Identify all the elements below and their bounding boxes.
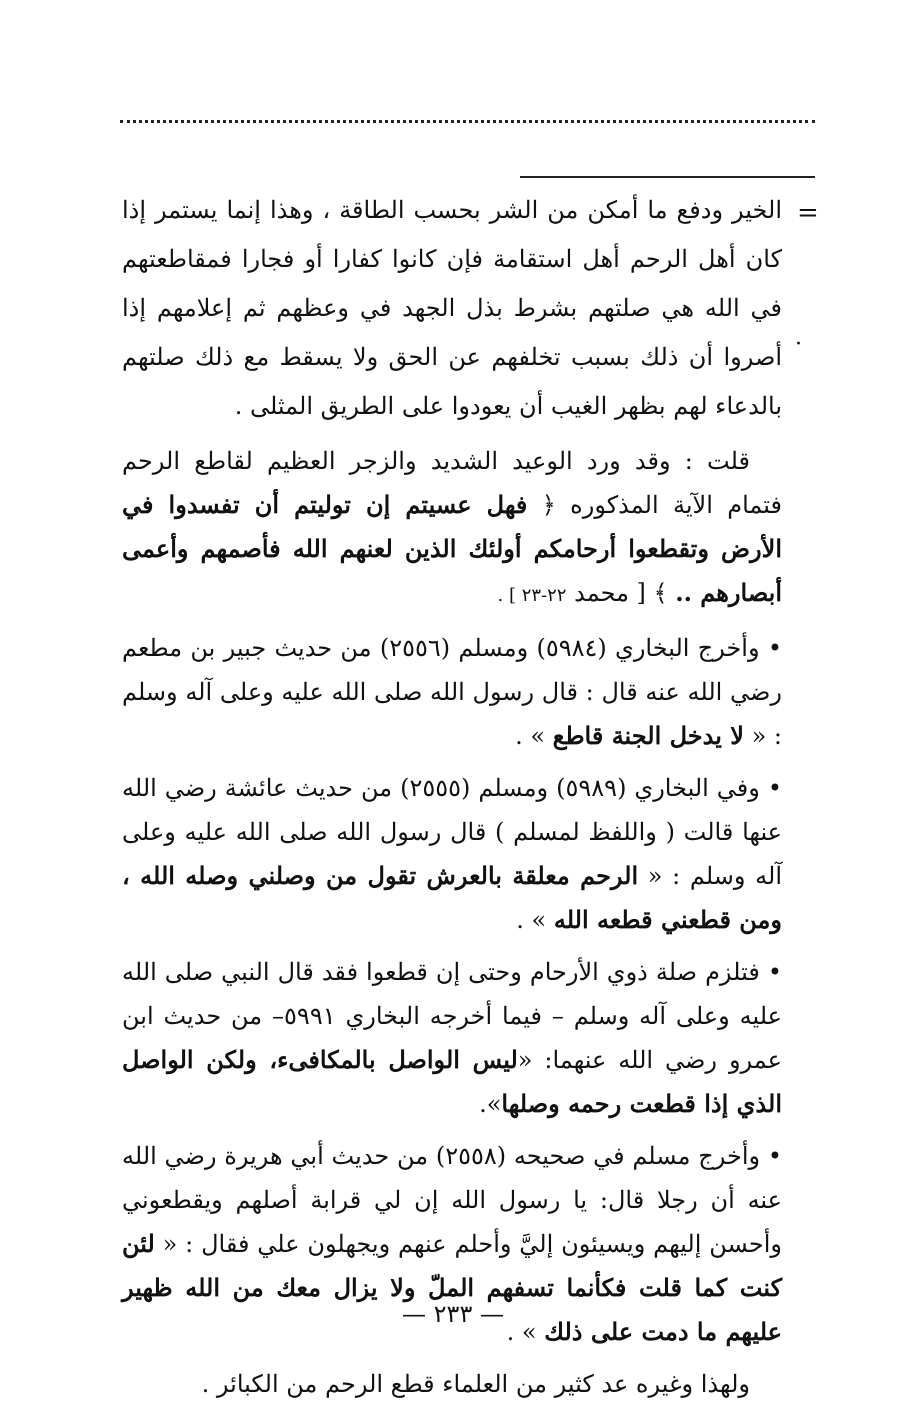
- hadith-intro: • وأخرج البخاري (٥٩٨٤) ومسلم (٢٥٥٦) من حديث جبير بن مطعم رضي الله عنه قال : قال رسول الله صلى الله عليه وعلى آله وسلم : «: [122, 634, 783, 750]
- paragraph-hadith-aisha: [122, 766, 782, 942]
- continuation-mark: =: [797, 198, 819, 228]
- quran-verse: فهل عسيتم إن توليتم أن تفسدوا في الأرض وتقطعوا أرحامكم أولئك الذين لعنهم الله فأصمهم وأعمى أبصارهم ..: [122, 490, 782, 607]
- hadith-text: ليس الواصل بالمكافىء، ولكن الواصل الذي إذا قطعت رحمه وصلها: [122, 1045, 782, 1118]
- hadith-close: ».: [479, 1090, 502, 1118]
- footnote-continuation: الخير ودفع ما أمكن من الشر بحسب الطاقة ، وهذا إنما يستمر إذا كان أهل الرحم أهل استقامة فإن كانوا كفارا أو فجارا فمقاطعتهم في الله هي صلتهم بشرط بذل الجهد في وعظهم ثم إعلامهم إذا أصروا أن ذلك بسبب تخلفهم عن الحق ولا يسقط مع ذلك صلتهم بالدعاء لهم بظهر الغيب أن يعودوا على الطريق المثلى .: [122, 196, 783, 420]
- header-dotted-rule: [120, 120, 815, 123]
- paragraph-verse: [122, 439, 782, 618]
- footnote-separator: [520, 176, 815, 178]
- paragraph-hadith-jubair: [122, 626, 782, 758]
- verse-reference: ٢٢-٢٣ ] .: [497, 585, 567, 606]
- hadith-text: لئن كنت كما قلت فكأنما تسفهم الملّ ولا يزال معك من الله ظهير عليهم ما دمت على ذلك: [122, 1229, 782, 1346]
- paragraph-conclusion: ولهذا وغيره عد كثير من العلماء قطع الرحم من الكبائر .: [201, 1370, 750, 1398]
- hadith-text: الرحم معلقة بالعرش تقول من وصلني وصله الله ، ومن قطعني قطعه الله: [122, 861, 782, 934]
- hadith-close: » .: [506, 1318, 545, 1346]
- paragraph-hadith-ibn-amr: [122, 950, 782, 1126]
- margin-dot: ·: [795, 332, 802, 357]
- page-body: [122, 186, 782, 1406]
- hadith-close: » .: [515, 722, 553, 750]
- page-number: — ٢٣٣ —: [402, 1300, 504, 1328]
- hadith-intro: • وأخرج مسلم في صحيحه (٢٥٥٨) من حديث أبي هريرة رضي الله عنه أن رجلا قال: يا رسول الله إن لي قرابة أصلهم ويقطعوني وأحسن إليهم ويسيئون إليَّ وأحلم عنهم ويجهلون علي فقال : «: [122, 1142, 783, 1258]
- hadith-intro: • فتلزم صلة ذوي الأرحام وحتى إن قطعوا فقد قال النبي صلى الله عليه وعلى آله وسلم – فيما أخرجه البخاري ٥٩٩١– من حديث ابن عمرو رضي الله عنهما: «: [122, 958, 782, 1074]
- verse-intro: قلت : وقد ورد الوعيد الشديد والزجر العظيم لقاطع الرحم فتمام الآية المذكوره ﴿: [122, 447, 783, 519]
- hadith-text: لا يدخل الجنة قاطع: [552, 721, 744, 750]
- verse-close: ﴾ [ محمد: [566, 579, 676, 607]
- hadith-intro: • وفي البخاري (٥٩٨٩) ومسلم (٢٥٥٥) من حديث عائشة رضي الله عنها قالت ( واللفظ لمسلم ) قال رسول الله صلى الله عليه وعلى آله وسلم : «: [122, 774, 783, 890]
- hadith-close: » .: [516, 906, 554, 934]
